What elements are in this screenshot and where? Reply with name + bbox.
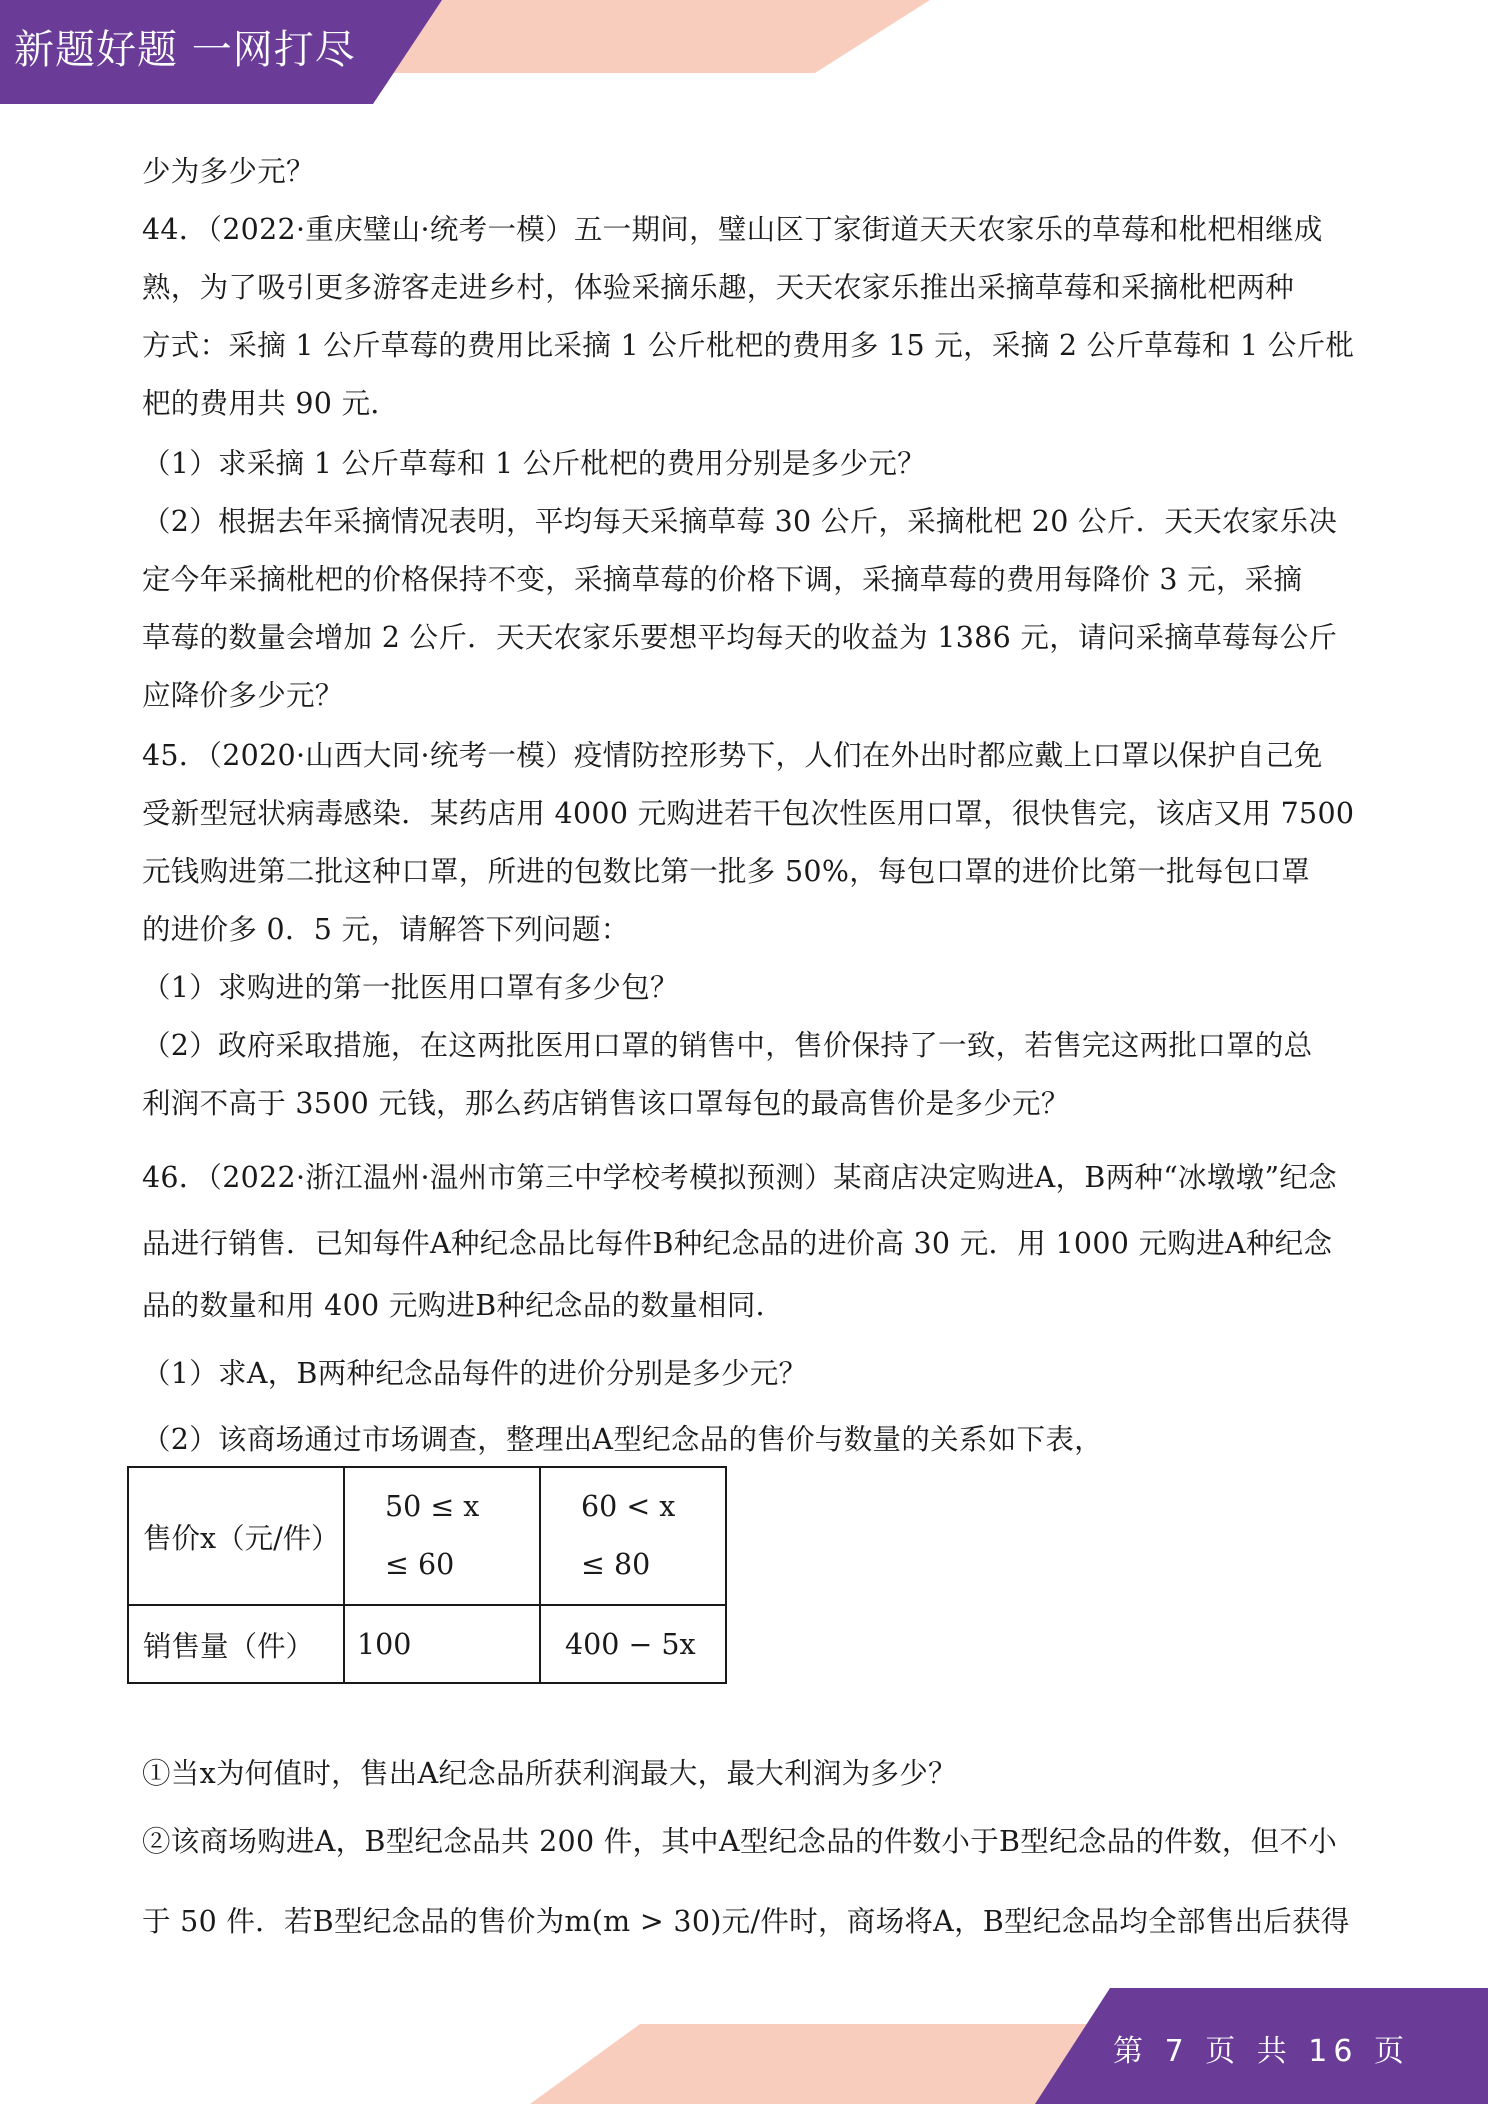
question-45-part-2: （2）政府采取措施，在这两批医用口罩的销售中，售价保持了一致，若售完这两批口罩的总: [142, 1029, 1313, 1062]
question-46-stem: 46．（2022·浙江温州·温州市第三中学校考模拟预测）某商店决定购进A，B两种“冰墩墩”纪念: [142, 1161, 1337, 1194]
question-46-sub-2: ②该商场购进A，B型纪念品共 200 件，其中A型纪念品的件数小于B型纪念品的件数，但不小: [142, 1825, 1338, 1858]
table-header-quantity: 销售量（件）: [128, 1605, 344, 1683]
header-title: 新题好题 一网打尽: [14, 27, 356, 73]
table-cell-range-1: [344, 1467, 540, 1605]
text-line: 应降价多少元？: [142, 679, 344, 712]
question-45-stem: 45．（2020·山西大同·统考一模）疫情防控形势下，人们在外出时都应戴上口罩以保护自己免: [142, 739, 1323, 772]
range-1-bottom: ≤ 60: [385, 1548, 455, 1581]
question-44-part-1: （1）求采摘 1 公斤草莓和 1 公斤枇杷的费用分别是多少元？: [142, 447, 926, 480]
table-cell-range-2: [540, 1467, 726, 1605]
text-line: 杷的费用共 90 元．: [142, 387, 400, 420]
range-1-top: 50 ≤ x: [385, 1490, 480, 1523]
question-44-part-2: （2）根据去年采摘情况表明，平均每天采摘草莓 30 公斤，采摘枇杷 20 公斤．天天农家乐决: [142, 505, 1338, 538]
text-line: 草莓的数量会增加 2 公斤．天天农家乐要想平均每天的收益为 1386 元，请问采摘草莓每公斤: [142, 621, 1338, 654]
question-44-stem: 44．（2022·重庆璧山·统考一模）五一期间，璧山区丁家街道天天农家乐的草莓和枇杷相继成: [142, 213, 1323, 246]
question-46-part-1: （1）求A，B两种纪念品每件的进价分别是多少元？: [142, 1357, 808, 1390]
range-2-top: 60 < x: [581, 1490, 676, 1523]
page-number: 第 7 页 共 16 页: [1113, 2034, 1410, 2069]
footer-peach-stripe: [530, 2024, 1120, 2104]
table-cell-qty-2: 400 − 5x: [540, 1605, 726, 1683]
text-line: 利润不高于 3500 元钱，那么药店销售该口罩每包的最高售价是多少元？: [142, 1087, 1070, 1120]
table-cell-qty-1: 100: [344, 1605, 540, 1683]
price-quantity-table: [127, 1466, 727, 1684]
text-line: 品进行销售．已知每件A种纪念品比每件B种纪念品的进价高 30 元．用 1000 元购进A种纪念: [142, 1227, 1333, 1260]
table-header-price: 售价x（元/件）: [128, 1467, 344, 1605]
question-45-part-1: （1）求购进的第一批医用口罩有多少包？: [142, 971, 679, 1004]
text-line: 品的数量和用 400 元购进B种纪念品的数量相同．: [142, 1289, 785, 1322]
text-line: 熟，为了吸引更多游客走进乡村，体验采摘乐趣，天天农家乐推出采摘草莓和采摘枇杷两种: [142, 271, 1295, 304]
text-line: 的进价多 0．5 元，请解答下列问题：: [142, 913, 630, 946]
text-line: 定今年采摘枇杷的价格保持不变，采摘草莓的价格下调，采摘草莓的费用每降价 3 元，采摘: [142, 563, 1303, 596]
question-46-sub-1: ①当x为何值时，售出A纪念品所获利润最大，最大利润为多少？: [142, 1757, 957, 1790]
text-line: 于 50 件．若B型纪念品的售价为m(m > 30)元/件时，商场将A，B型纪念品均全部售出后获得: [142, 1905, 1350, 1938]
question-46-part-2: （2）该商场通过市场调查，整理出A型纪念品的售价与数量的关系如下表，: [142, 1423, 1103, 1456]
range-2-bottom: ≤ 80: [581, 1548, 651, 1581]
table-row: [128, 1467, 726, 1605]
text-line: 元钱购进第二批这种口罩，所进的包数比第一批多 50%，每包口罩的进价比第一批每包口罩: [142, 855, 1311, 888]
table-row: [128, 1605, 726, 1683]
text-line: 受新型冠状病毒感染．某药店用 4000 元购进若干包次性医用口罩，很快售完，该店又用 7500: [142, 797, 1355, 830]
text-line: 少为多少元？: [142, 155, 315, 188]
text-line: 方式：采摘 1 公斤草莓的费用比采摘 1 公斤枇杷的费用多 15 元，采摘 2 公斤草莓和 1 公斤枇: [142, 329, 1355, 362]
